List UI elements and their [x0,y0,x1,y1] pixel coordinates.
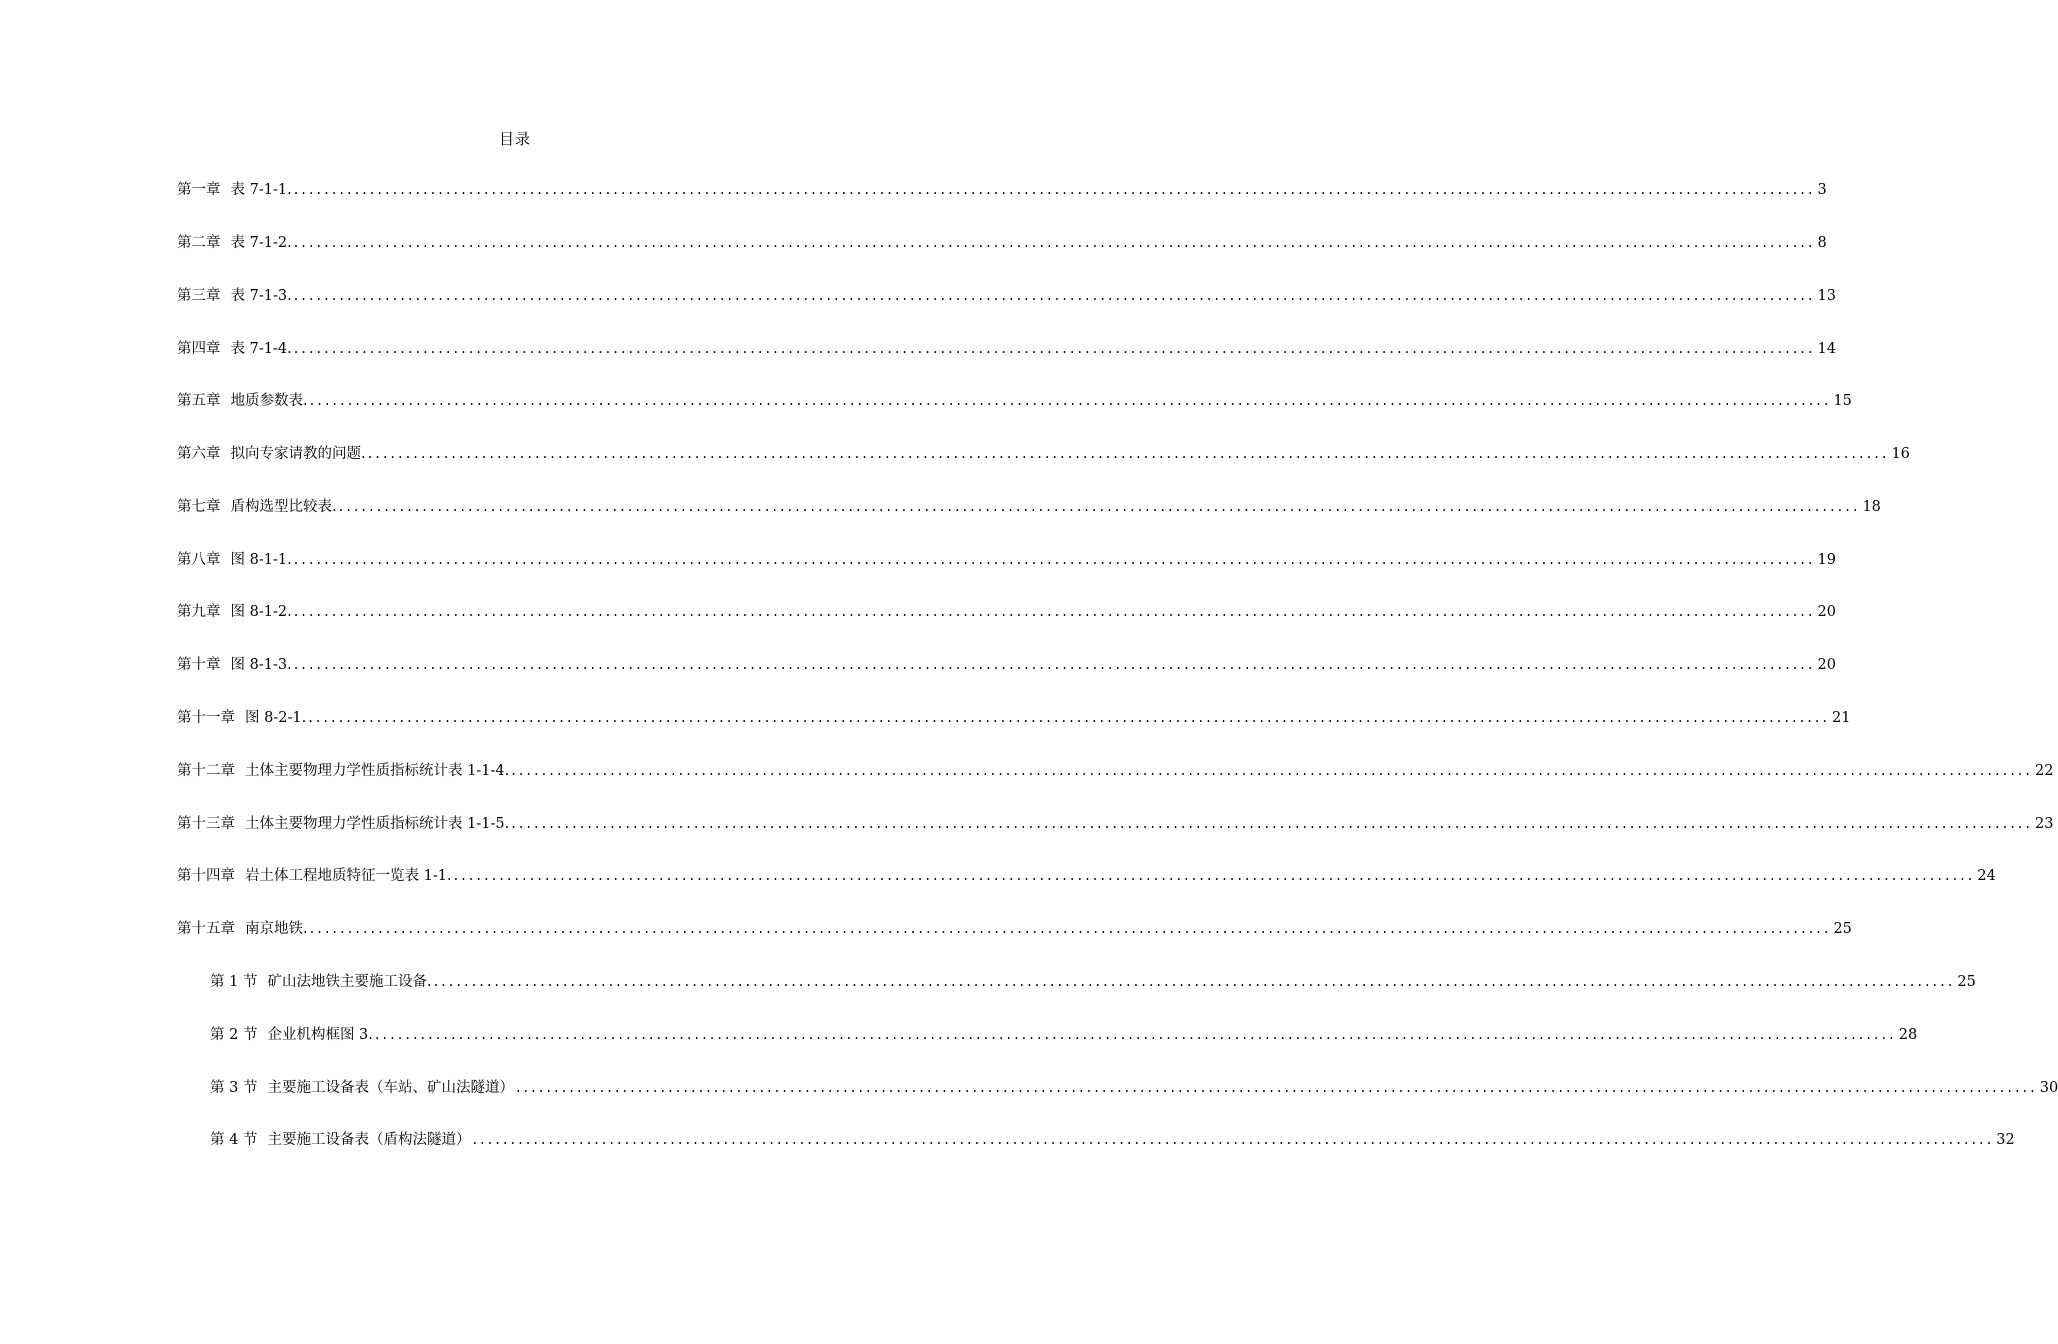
toc-entry-text: 地质参数表. [230,393,308,409]
toc-entry-page: 14 [1817,341,1836,357]
toc-leader-dots: ........................................................................................................................................................................................................ [338,499,1861,515]
toc-entry-prefix: 第七章 [177,499,221,515]
toc-leader-dots: ........................................................................................................................................................................................................ [433,974,1956,990]
toc-leader-dots: ........................................................................................................................................................................................................ [293,657,1816,673]
toc-entry[interactable] [177,389,1852,413]
toc-entry-page: 15 [1833,393,1852,409]
toc-entry[interactable] [177,653,1836,677]
toc-entry-label [177,389,308,413]
toc-entry[interactable] [210,1128,2015,1152]
toc-entry-label [210,970,432,994]
toc-entry[interactable] [177,864,1996,888]
toc-entry[interactable] [177,231,1827,255]
toc-entry-label [177,864,452,888]
toc-entry-prefix: 第四章 [177,341,221,357]
toc-entry-prefix: 第十四章 [177,868,235,884]
toc-entry[interactable] [210,1076,2058,1100]
toc-entry-page: 3 [1817,182,1827,198]
toc-entry-text: 图 8-1-2. [230,604,292,620]
toc-entry-text: 拟向专家请教的问题. [230,446,366,462]
toc-entry-page: 18 [1862,499,1881,515]
toc-entry-text: 主要施工设备表（盾构法隧道） [267,1132,471,1148]
toc-leader-dots: ........................................................................................................................................................................................................ [309,393,1832,409]
toc-entry-prefix: 第一章 [177,182,221,198]
toc-entry-label [177,548,292,572]
toc-entry-label [210,1128,470,1152]
toc-leader-dots: ........................................................................................................................................................................................................ [472,1132,1995,1148]
toc-entry-prefix: 第十一章 [177,710,235,726]
toc-entry-text: 表 7-1-1. [230,182,292,198]
toc-entry-page: 21 [1832,710,1851,726]
toc-entry-prefix: 第二章 [177,235,221,251]
toc-leader-dots: ........................................................................................................................................................................................................ [293,341,1816,357]
toc-entry-prefix: 第 3 节 [210,1080,258,1096]
toc-entry[interactable] [177,284,1836,308]
toc-entry-text: 矿山法地铁主要施工设备. [267,974,432,990]
toc-leader-dots: ........................................................................................................................................................................................................ [511,816,2034,832]
toc-entry-label [177,231,292,255]
toc-leader-dots: ........................................................................................................................................................................................................ [309,921,1832,937]
toc-title: 目录 [498,130,531,148]
toc-entry-label [177,759,509,783]
toc-entry[interactable] [177,548,1836,572]
toc-entry-prefix: 第十三章 [177,816,235,832]
toc-entry-page: 25 [1957,974,1976,990]
toc-entry-text: 表 7-1-3. [230,288,292,304]
toc-entry-label [177,917,308,941]
toc-entry-prefix: 第 2 节 [210,1027,258,1043]
toc-entry-page: 13 [1817,288,1836,304]
toc-entry[interactable] [177,442,1910,466]
toc-entry[interactable] [177,337,1836,361]
toc-leader-dots: ........................................................................................................................................................................................................ [308,710,1831,726]
toc-entry-text: 岩土体工程地质特征一览表 1-1. [245,868,452,884]
toc-entry-page: 19 [1817,552,1836,568]
toc-entry-prefix: 第三章 [177,288,221,304]
toc-entry-text: 主要施工设备表（车站、矿山法隧道） [267,1080,514,1096]
toc-entry-page: 28 [1898,1027,1918,1043]
toc-entry-prefix: 第 1 节 [210,974,258,990]
toc-entry-label [177,653,292,677]
toc-entry-page: 20 [1817,657,1836,673]
toc-leader-dots: ........................................................................................................................................................................................................ [367,446,1890,462]
toc-entry[interactable] [177,759,2054,783]
toc-entry-label [210,1023,373,1047]
toc-entry-prefix: 第六章 [177,446,221,462]
toc-entry-label [210,1076,514,1100]
toc-entry-page: 24 [1977,868,1996,884]
toc-leader-dots: ........................................................................................................................................................................................................ [293,604,1816,620]
toc-leader-dots: ........................................................................................................................................................................................................ [293,552,1816,568]
toc-entry-label [177,600,292,624]
toc-entry-text: 表 7-1-4. [230,341,292,357]
toc-entry-prefix: 第八章 [177,552,221,568]
toc-entry[interactable] [177,600,1836,624]
toc-entry-text: 土体主要物理力学性质指标统计表 1-1-4. [245,763,510,779]
toc-entry-prefix: 第 4 节 [210,1132,258,1148]
toc-entry-text: 土体主要物理力学性质指标统计表 1-1-5. [245,816,510,832]
toc-entry-page: 22 [2035,763,2054,779]
toc-leader-dots: ........................................................................................................................................................................................................ [293,288,1816,304]
toc-leader-dots: ........................................................................................................................................................................................................ [515,1080,2038,1096]
toc-entry-text: 图 8-2-1. [245,710,307,726]
toc-leader-dots: ........................................................................................................................................................................................................ [453,868,1976,884]
toc-entry-page: 20 [1817,604,1836,620]
toc-entry-prefix: 第五章 [177,393,221,409]
toc-entry[interactable] [177,706,1851,730]
toc-entry[interactable] [177,495,1881,519]
toc-entry-page: 16 [1891,446,1910,462]
toc-entry-label [177,812,509,836]
toc-entry-page: 30 [2039,1080,2058,1096]
toc-leader-dots: ........................................................................................................................................................................................................ [293,235,1816,251]
toc-entry-text: 图 8-1-3. [230,657,292,673]
toc-entry-prefix: 第十二章 [177,763,235,779]
toc-entry-label [177,495,337,519]
toc-entry-prefix: 第九章 [177,604,221,620]
toc-entry[interactable] [177,917,1852,941]
toc-entry-text: 表 7-1-2. [230,235,292,251]
toc-entry-page: 25 [1833,921,1852,937]
toc-entry[interactable] [210,970,1976,994]
toc-entry-label [177,337,292,361]
toc-leader-dots: ........................................................................................................................................................................................................ [293,182,1816,198]
toc-entry-label [177,442,366,466]
toc-entry[interactable] [177,178,1827,202]
toc-entry-label [177,284,292,308]
toc-entry-label [177,706,306,730]
toc-entry-label [177,178,292,202]
toc-entry-text: 盾构选型比较表. [230,499,337,515]
toc-entry-prefix: 第十章 [177,657,221,673]
toc-entry-text: 图 8-1-1. [230,552,292,568]
toc-leader-dots: ........................................................................................................................................................................................................ [511,763,2034,779]
toc-leader-dots: ........................................................................................................................................................................................................ [374,1027,1897,1043]
toc-entry[interactable] [210,1023,1918,1047]
toc-entry-prefix: 第十五章 [177,921,235,937]
toc-entry-page: 8 [1817,235,1827,251]
toc-entry-page: 32 [1996,1132,2015,1148]
toc-entry-text: 企业机构框图 3. [267,1027,373,1043]
toc-entry-text: 南京地铁. [245,921,308,937]
toc-entry[interactable] [177,812,2054,836]
toc-entry-page: 23 [2035,816,2054,832]
